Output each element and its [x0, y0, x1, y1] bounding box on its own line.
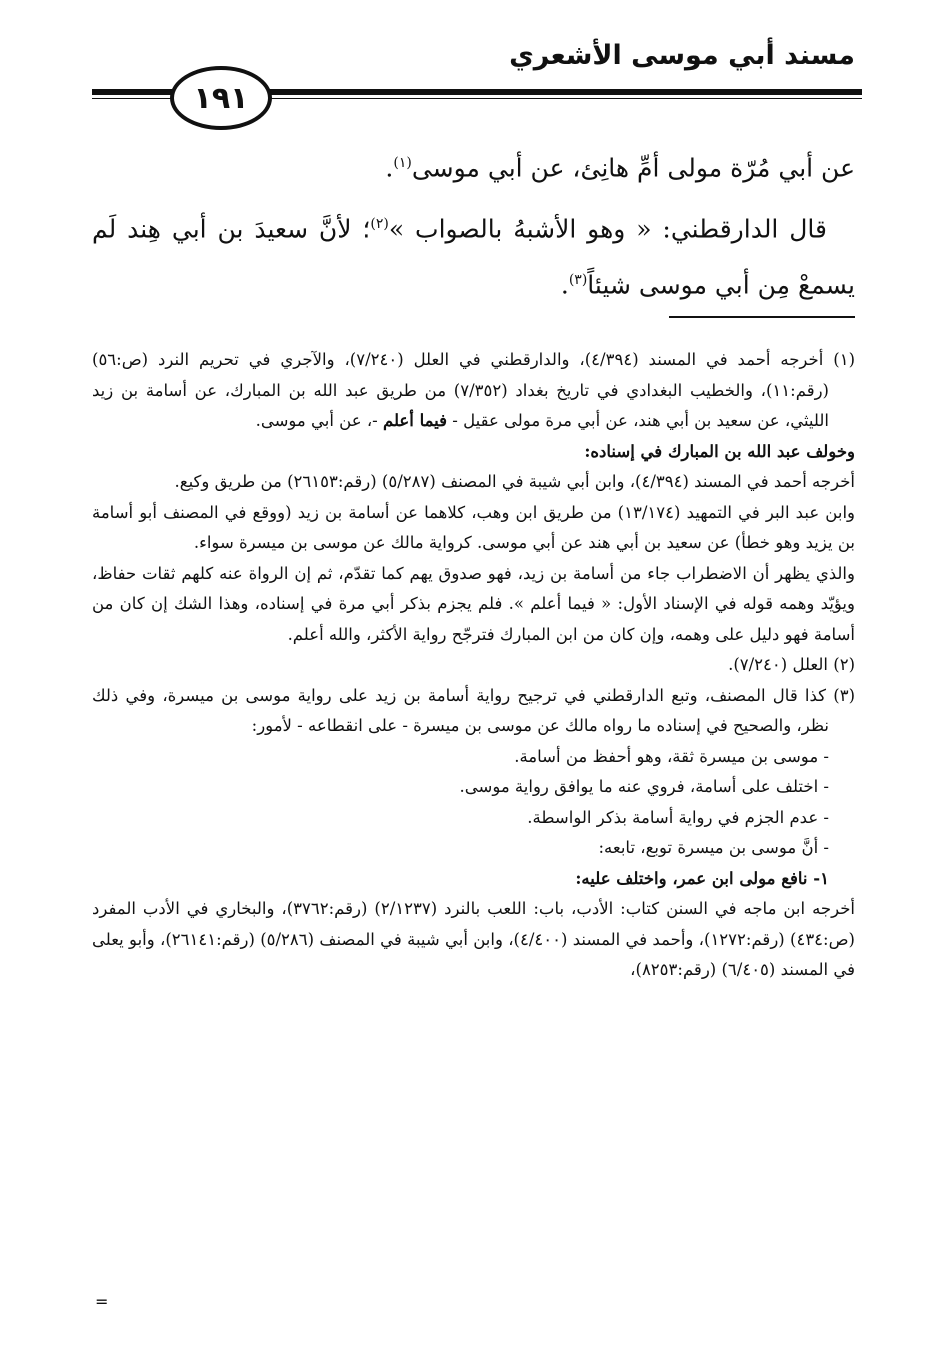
- footnote-3: [92, 681, 855, 742]
- page-number-badge: [170, 66, 272, 130]
- book-title: مسند أبي موسى الأشعري: [509, 40, 855, 71]
- main-paragraph-2-a: قال الدارقطني: « وهو الأشبهُ بالصواب »: [388, 214, 827, 244]
- footnote-ref-3: (٣): [568, 271, 588, 288]
- footnote-1-end: -، عن أبي موسى.: [255, 411, 378, 430]
- main-paragraph-2-b: ؛ لأنَّ سعيدَ بن أبي هِند لَم يسمعْ مِن أبي موسى شيئاً: [92, 214, 855, 299]
- continuation-mark: =: [95, 1292, 109, 1311]
- footnote-1-paragraph-4: والذي يظهر أن الاضطراب جاء من أسامة بن زيد، فهو صدوق يهم كما تقدّم، ثم إن الرواة عنه كلهم ثقات حفاظ، ويؤيّد وهمه قوله في الإسناد الأول: « فيما أعلم ». فلم يجزم بذكر أبي مرة في إسناده، وهذا الشك إن كان من أسامة فهو دليل على وهمه، وإن كان من ابن المبارك فترجّح رواية الأكثر، والله أعلم.: [92, 563, 855, 644]
- footnote-3-list-item: - اختلف على أسامة، فروي عنه ما يوافق رواية موسى.: [459, 777, 829, 796]
- footnote-1-subheading: وخولف عبد الله بن المبارك في إسناده:: [584, 441, 855, 461]
- main-text: [92, 138, 855, 310]
- footnote-3-paragraph-2: أخرجه ابن ماجه في السنن كتاب: الأدب، باب: اللعب بالنرد (٢/١٢٣٧) (رقم:٣٧٦٢)، والبخاري في الأدب المفرد (ص:٤٣٤) (رقم:١٢٧٢)، وأحمد في المسند (٤/٤٠٠)، وابن أبي شيبة في المصنف (٥/٢٨٦) (رقم:٢٦١٤١)، وأبو يعلى في المسند (٦/٤٠٥) (رقم:٨٢٥٣)،: [92, 899, 855, 979]
- footnote-1-bold: فيما أعلم: [382, 411, 448, 430]
- main-paragraph-2-end: .: [560, 269, 569, 299]
- footnote-3-number: (٣): [833, 685, 855, 705]
- main-paragraph-2: [92, 199, 855, 310]
- footnote-separator: [669, 316, 855, 318]
- footnote-ref-1: (١): [393, 155, 412, 171]
- footnote-1: [92, 345, 855, 437]
- footnote-3-list-item: - موسى بن ميسرة ثقة، وهو أحفظ من أسامة.: [514, 746, 829, 766]
- footnote-2: [92, 650, 855, 681]
- footnote-ref-2: (٢): [370, 216, 389, 233]
- main-line-1: [92, 138, 855, 193]
- footnote-3-subheading: ١- نافع مولى ابن عمر، واختلف عليه:: [575, 868, 829, 888]
- footnote-3-text: كذا قال المصنف، وتبع الدارقطني في ترجيح رواية أسامة بن زيد على رواية موسى بن ميسرة، وفي ذلك نظر، والصحيح في إسناده ما رواه مالك عن موسى بن ميسرة - على انقطاعه - لأمور:: [92, 685, 829, 735]
- footnote-2-text: العلل (٧/٢٤٠).: [728, 655, 828, 674]
- footnote-1-paragraph-2: أخرجه أحمد في المسند (٤/٣٩٤)، وابن أبي شيبة في المصنف (٥/٢٨٧) (رقم:٢٦١٥٣) من طريق وكيع.: [174, 472, 855, 491]
- footnote-2-number: (٢): [833, 655, 855, 674]
- footnotes: [92, 345, 855, 986]
- footnote-1-paragraph-3: وابن عبد البر في التمهيد (١٣/١٧٤) من طريق ابن وهب، كلاهما عن أسامة بن زيد (ووقع في المصنف أبو أسامة بن يزيد وهو خطأ) عن سعيد بن أبي هند عن أبي موسى. كرواية مالك عن موسى بن ميسرة سواء.: [92, 502, 856, 552]
- page-number: ١٩١: [193, 80, 249, 116]
- main-line-1-text: عن أبي مُرّة مولى أمِّ هانِئ، عن أبي موسى: [411, 153, 855, 183]
- footnote-1-text: أخرجه أحمد في المسند (٤/٣٩٤)، والدارقطني في العلل (٧/٢٤٠)، والآجري في تحريم النرد (ص:٥٦) (رقم:١١)، والخطيب البغدادي في تاريخ بغداد (٧/٣٥٢) من طريق عبد الله بن المبارك، عن أسامة بن زيد الليثي، عن سعيد بن أبي هند، عن أبي مرة مولى عقيل -: [92, 350, 829, 430]
- footnote-3-list-item: - عدم الجزم في رواية أسامة بذكر الواسطة.: [527, 807, 829, 827]
- main-line-1-end: .: [385, 153, 394, 183]
- footnote-3-list-item: - أنَّ موسى بن ميسرة توبع، تابعه:: [598, 838, 829, 857]
- footnote-1-number: (١): [833, 350, 855, 369]
